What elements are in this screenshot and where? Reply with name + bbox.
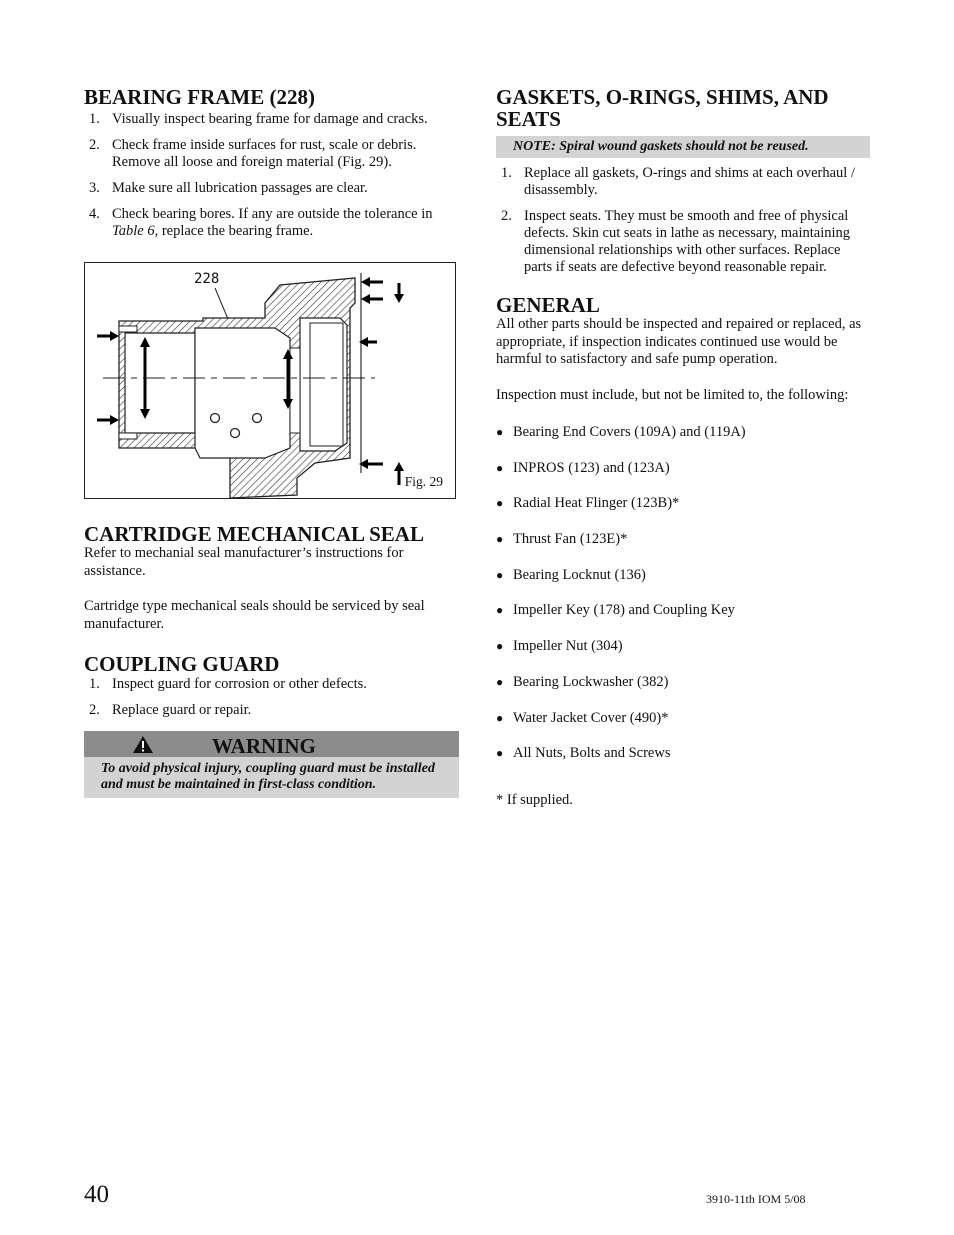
list-item: ● Impeller Nut (304) xyxy=(496,638,623,655)
list-item: ● Impeller Key (178) and Coupling Key xyxy=(496,602,735,619)
bearing-frame-heading: BEARING FRAME (228) xyxy=(84,85,315,109)
list-item: 1. Replace all gaskets, O-rings and shims at each overhaul / disassembly. xyxy=(501,165,855,198)
bullet-icon: ● xyxy=(496,639,504,654)
left-column xyxy=(84,86,460,798)
bullet-icon: ● xyxy=(496,496,504,511)
list-item: ● Water Jacket Cover (490)* xyxy=(496,709,669,726)
bullet-icon: ● xyxy=(496,746,504,761)
list-item: ● Bearing Locknut (136) xyxy=(496,566,646,583)
list-item: 2. Inspect seats. They must be smooth and free of physical defects. Skin cut seats in lathe as necessary, maintaining dimensional relationships with other surfaces. Replace parts if seats are defective beyond reasonable repair. xyxy=(501,208,851,275)
warning-box xyxy=(84,731,459,798)
bullet-icon: ● xyxy=(496,532,504,547)
gaskets-heading: GASKETS, O-RINGS, SHIMS, AND SEATS xyxy=(496,85,829,131)
coupling-guard-heading: COUPLING GUARD xyxy=(84,652,280,676)
warning-icon xyxy=(132,735,154,754)
list-item: ● INPROS (123) and (123A) xyxy=(496,459,670,476)
figure-caption: Fig. 29 xyxy=(404,474,443,489)
general-para-2: Inspection must include, but not be limited to, the following: xyxy=(496,386,849,403)
cartridge-seal-heading: CARTRIDGE MECHANICAL SEAL xyxy=(84,522,424,546)
right-column xyxy=(496,86,870,809)
bearing-frame-figure xyxy=(84,262,456,499)
list-item: ● Bearing End Covers (109A) and (119A) xyxy=(496,424,746,440)
list-item: 1. Visually inspect bearing frame for damage and cracks. xyxy=(89,111,428,127)
bullet-icon: ● xyxy=(496,603,504,618)
bearing-frame-drawing xyxy=(85,263,457,500)
note-box: NOTE: Spiral wound gaskets should not be reused. xyxy=(496,136,870,158)
list-item: 2. Replace guard or repair. xyxy=(89,702,252,718)
warning-text: To avoid physical injury, coupling guard must be installed and must be maintained in first-class condition. xyxy=(84,757,459,798)
list-item: ● All Nuts, Bolts and Screws xyxy=(496,745,671,762)
gaskets-steps xyxy=(496,165,870,276)
list-item: 1. Inspect guard for corrosion or other defects. xyxy=(89,676,367,692)
general-heading: GENERAL xyxy=(496,293,600,317)
bullet-icon: ● xyxy=(496,460,504,475)
bearing-frame-steps xyxy=(84,111,460,240)
inspection-list xyxy=(496,423,870,780)
bullet-icon: ● xyxy=(496,567,504,582)
cartridge-seal-para-1: Refer to mechanial seal manufacturer’s instructions for assistance. xyxy=(84,545,404,579)
document-code: 3910-11th IOM 5/08 xyxy=(706,1192,806,1206)
bullet-icon: ● xyxy=(496,710,504,725)
warning-header xyxy=(84,731,459,757)
general-para-1: All other parts should be inspected and repaired or replaced, as appropriate, if inspection indicates continued use would be harmful to satisfactory and safe pump operation. xyxy=(496,316,862,367)
table-reference: Table 6 xyxy=(112,223,155,239)
list-item: ● Bearing Lockwasher (382) xyxy=(496,673,669,690)
page-number: 40 xyxy=(84,1181,109,1208)
bullet-icon: ● xyxy=(496,425,504,439)
list-item: ● Radial Heat Flinger (123B)* xyxy=(496,495,680,512)
warning-label: WARNING xyxy=(212,734,316,758)
bullet-icon: ● xyxy=(496,674,504,689)
list-item: ● Thrust Fan (123E)* xyxy=(496,531,628,548)
list-item: 3. Make sure all lubrication passages are clear. xyxy=(89,180,368,196)
part-label: 228 xyxy=(194,271,220,287)
list-item: 4. Check bearing bores. If any are outside the tolerance in Table 6, replace the bearing frame. xyxy=(89,206,433,239)
coupling-guard-steps xyxy=(84,676,460,719)
footnote: * If supplied. xyxy=(496,791,573,808)
cartridge-seal-para-2: Cartridge type mechanical seals should be serviced by seal manufacturer. xyxy=(84,598,425,632)
list-item: 2. Check frame inside surfaces for rust, scale or debris. Remove all loose and foreign material (Fig. 29). xyxy=(89,137,417,170)
